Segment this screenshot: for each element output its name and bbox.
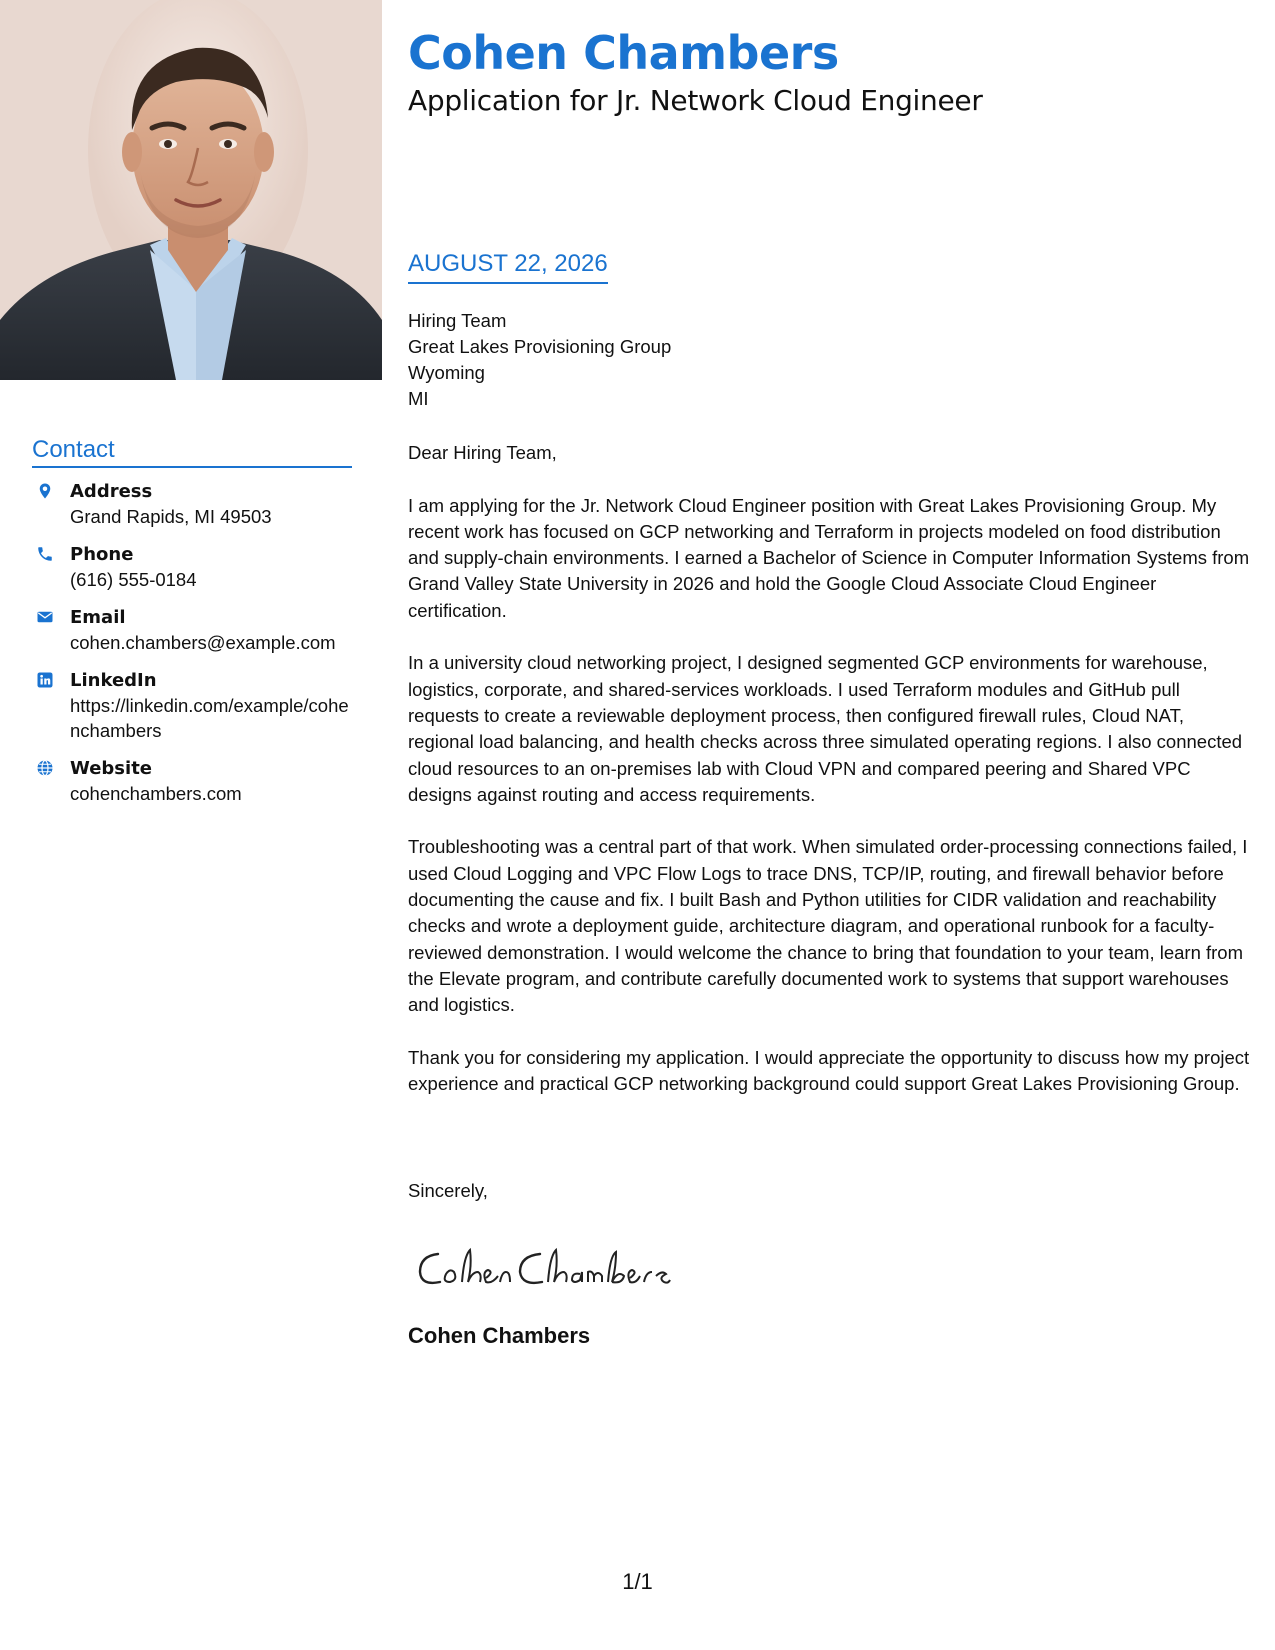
page-number: 1/1	[622, 1569, 653, 1594]
phone-icon	[36, 545, 54, 563]
recipient-line: MI	[408, 388, 429, 409]
contact-item-address	[32, 480, 352, 529]
linkedin-value[interactable]: https://linkedin.com/example/cohenchambers	[70, 695, 349, 741]
recipient-block	[408, 308, 671, 412]
address-value: Grand Rapids, MI 49503	[70, 506, 272, 527]
recipient-line: Great Lakes Provisioning Group	[408, 336, 672, 357]
contact-sidebar	[32, 436, 352, 820]
letter-header	[408, 22, 1253, 118]
contact-item-email	[32, 606, 352, 655]
email-value[interactable]: cohen.chambers@example.com	[70, 632, 336, 653]
application-subtitle: Application for Jr. Network Cloud Engineer	[408, 84, 983, 117]
website-value[interactable]: cohenchambers.com	[70, 783, 242, 804]
location-pin-icon	[36, 482, 54, 500]
contact-section-title: Contact	[32, 436, 352, 468]
phone-label: Phone	[70, 544, 134, 565]
letter-date: AUGUST 22, 2026	[408, 248, 608, 284]
recipient-line: Hiring Team	[408, 310, 507, 331]
contact-item-linkedin	[32, 669, 352, 743]
contact-item-phone	[32, 543, 352, 592]
portrait-illustration	[0, 0, 382, 380]
applicant-name: Cohen Chambers	[408, 26, 839, 80]
body-paragraph: I am applying for the Jr. Network Cloud Engineer position with Great Lakes Provisioning Group. My recent work has focused on GCP networking and Terraform in projects modeled on food distribution and supply-chain environments. I earned a Bachelor of Science in Computer Information Systems from Grand Valley State University in 2026 and hold the Google Cloud Associate Cloud Engineer certification.	[408, 494, 1250, 621]
address-label: Address	[70, 481, 153, 502]
linkedin-icon	[36, 671, 54, 689]
body-paragraph: Thank you for considering my application. I would appreciate the opportunity to discuss how my project experience and practical GCP networking background could support Great Lakes Provisioning Group.	[408, 1046, 1250, 1095]
recipient-line: Wyoming	[408, 362, 485, 383]
signer-name: Cohen Chambers	[408, 1323, 591, 1348]
globe-icon	[36, 759, 54, 777]
letter-body	[408, 440, 1253, 1124]
salutation: Dear Hiring Team,	[408, 442, 557, 463]
email-label: Email	[70, 607, 126, 628]
body-paragraph: In a university cloud networking project, I designed segmented GCP environments for warehouse, logistics, corporate, and shared-services workloads. I used Terraform modules and GitHub pull requests to create a reviewable deployment process, then configured firewall rules, Cloud NAT, regional load balancing, and health checks across three simulated operating regions. I also connected cloud resources to an on-premises lab with Cloud VPN and compared peering and Shared VPC designs against routing and access requirements.	[408, 652, 1243, 805]
linkedin-label: LinkedIn	[70, 670, 157, 691]
closing: Sincerely,	[408, 1180, 488, 1201]
contact-item-website	[32, 757, 352, 806]
body-paragraph: Troubleshooting was a central part of that work. When simulated order-processing connections failed, I used Cloud Logging and VPC Flow Logs to trace DNS, TCP/IP, routing, and firewall behavior before documenting the cause and fix. I built Bash and Python utilities for CIDR validation and reachability checks and wrote a deployment guide, architecture diagram, and operational runbook for a faculty-reviewed demonstration. I would welcome the chance to bring that foundation to your team, learn from the Elevate program, and contribute carefully documented work to systems that support warehouses and logistics.	[408, 836, 1248, 1016]
phone-value: (616) 555-0184	[70, 569, 197, 590]
handwritten-signature	[412, 1236, 672, 1296]
profile-photo	[0, 0, 382, 380]
website-label: Website	[70, 758, 153, 779]
email-icon	[36, 608, 54, 626]
